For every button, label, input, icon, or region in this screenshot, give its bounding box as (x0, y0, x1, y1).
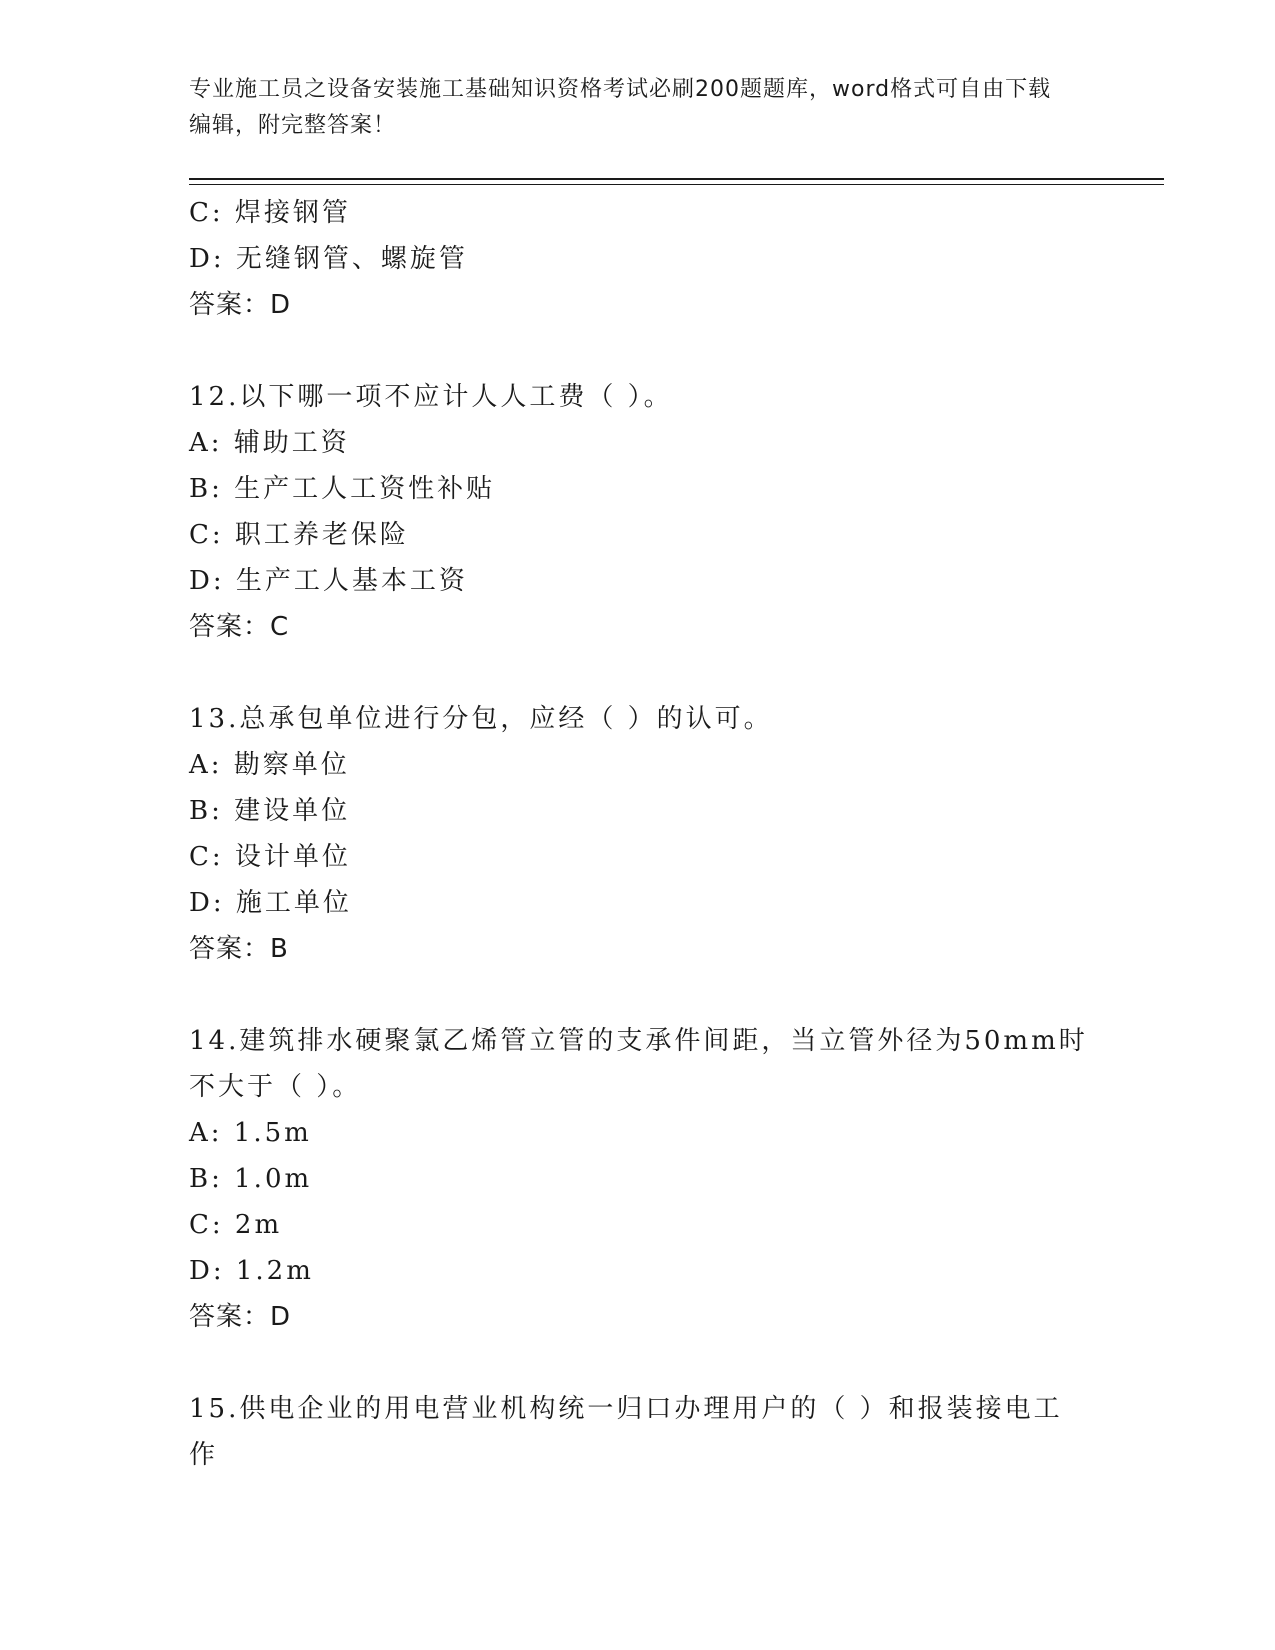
option-d: D: 1.2m (189, 1256, 314, 1286)
spacer (189, 650, 1089, 696)
option-d: D: 施工单位 (189, 888, 352, 918)
answer-line: 答案：C (189, 612, 290, 642)
option-b: B: 建设单位 (189, 796, 351, 826)
option-c: C: 2m (189, 1210, 283, 1240)
option-d: D: 生产工人基本工资 (189, 566, 468, 596)
spacer (189, 972, 1089, 1018)
spacer (189, 1340, 1089, 1386)
question-stem: 14.建筑排水硬聚氯乙烯管立管的支承件间距，当立管外径为50mm时不大于（ ）。 (189, 1026, 1088, 1102)
option-a: A: 勘察单位 (189, 750, 350, 780)
option-a: A: 1.5m (189, 1118, 312, 1148)
option-d: D: 无缝钢管、螺旋管 (189, 244, 468, 274)
option-b: B: 1.0m (189, 1164, 313, 1194)
answer-line: 答案：D (189, 1302, 292, 1332)
answer-line: 答案：D (189, 290, 292, 320)
option-c: C: 焊接钢管 (189, 198, 351, 228)
option-c: C: 设计单位 (189, 842, 351, 872)
question-list (189, 190, 1089, 1478)
option-a: A: 辅助工资 (189, 428, 350, 458)
answer-line: 答案：B (189, 934, 289, 964)
header-divider-thick (189, 178, 1164, 180)
spacer (189, 328, 1089, 374)
question-stem: 13.总承包单位进行分包，应经（ ）的认可。 (189, 704, 773, 734)
option-c: C: 职工养老保险 (189, 520, 409, 550)
option-b: B: 生产工人工资性补贴 (189, 474, 496, 504)
document-header: 专业施工员之设备安装施工基础知识资格考试必刷200题题库，word格式可自由下载编辑，附完整答案！ (189, 77, 1052, 138)
header-divider-thin (189, 184, 1164, 185)
question-stem: 12.以下哪一项不应计人人工费（ ）。 (189, 382, 673, 412)
question-stem: 15.供电企业的用电营业机构统一归口办理用户的（ ）和报装接电工作 (189, 1394, 1063, 1470)
